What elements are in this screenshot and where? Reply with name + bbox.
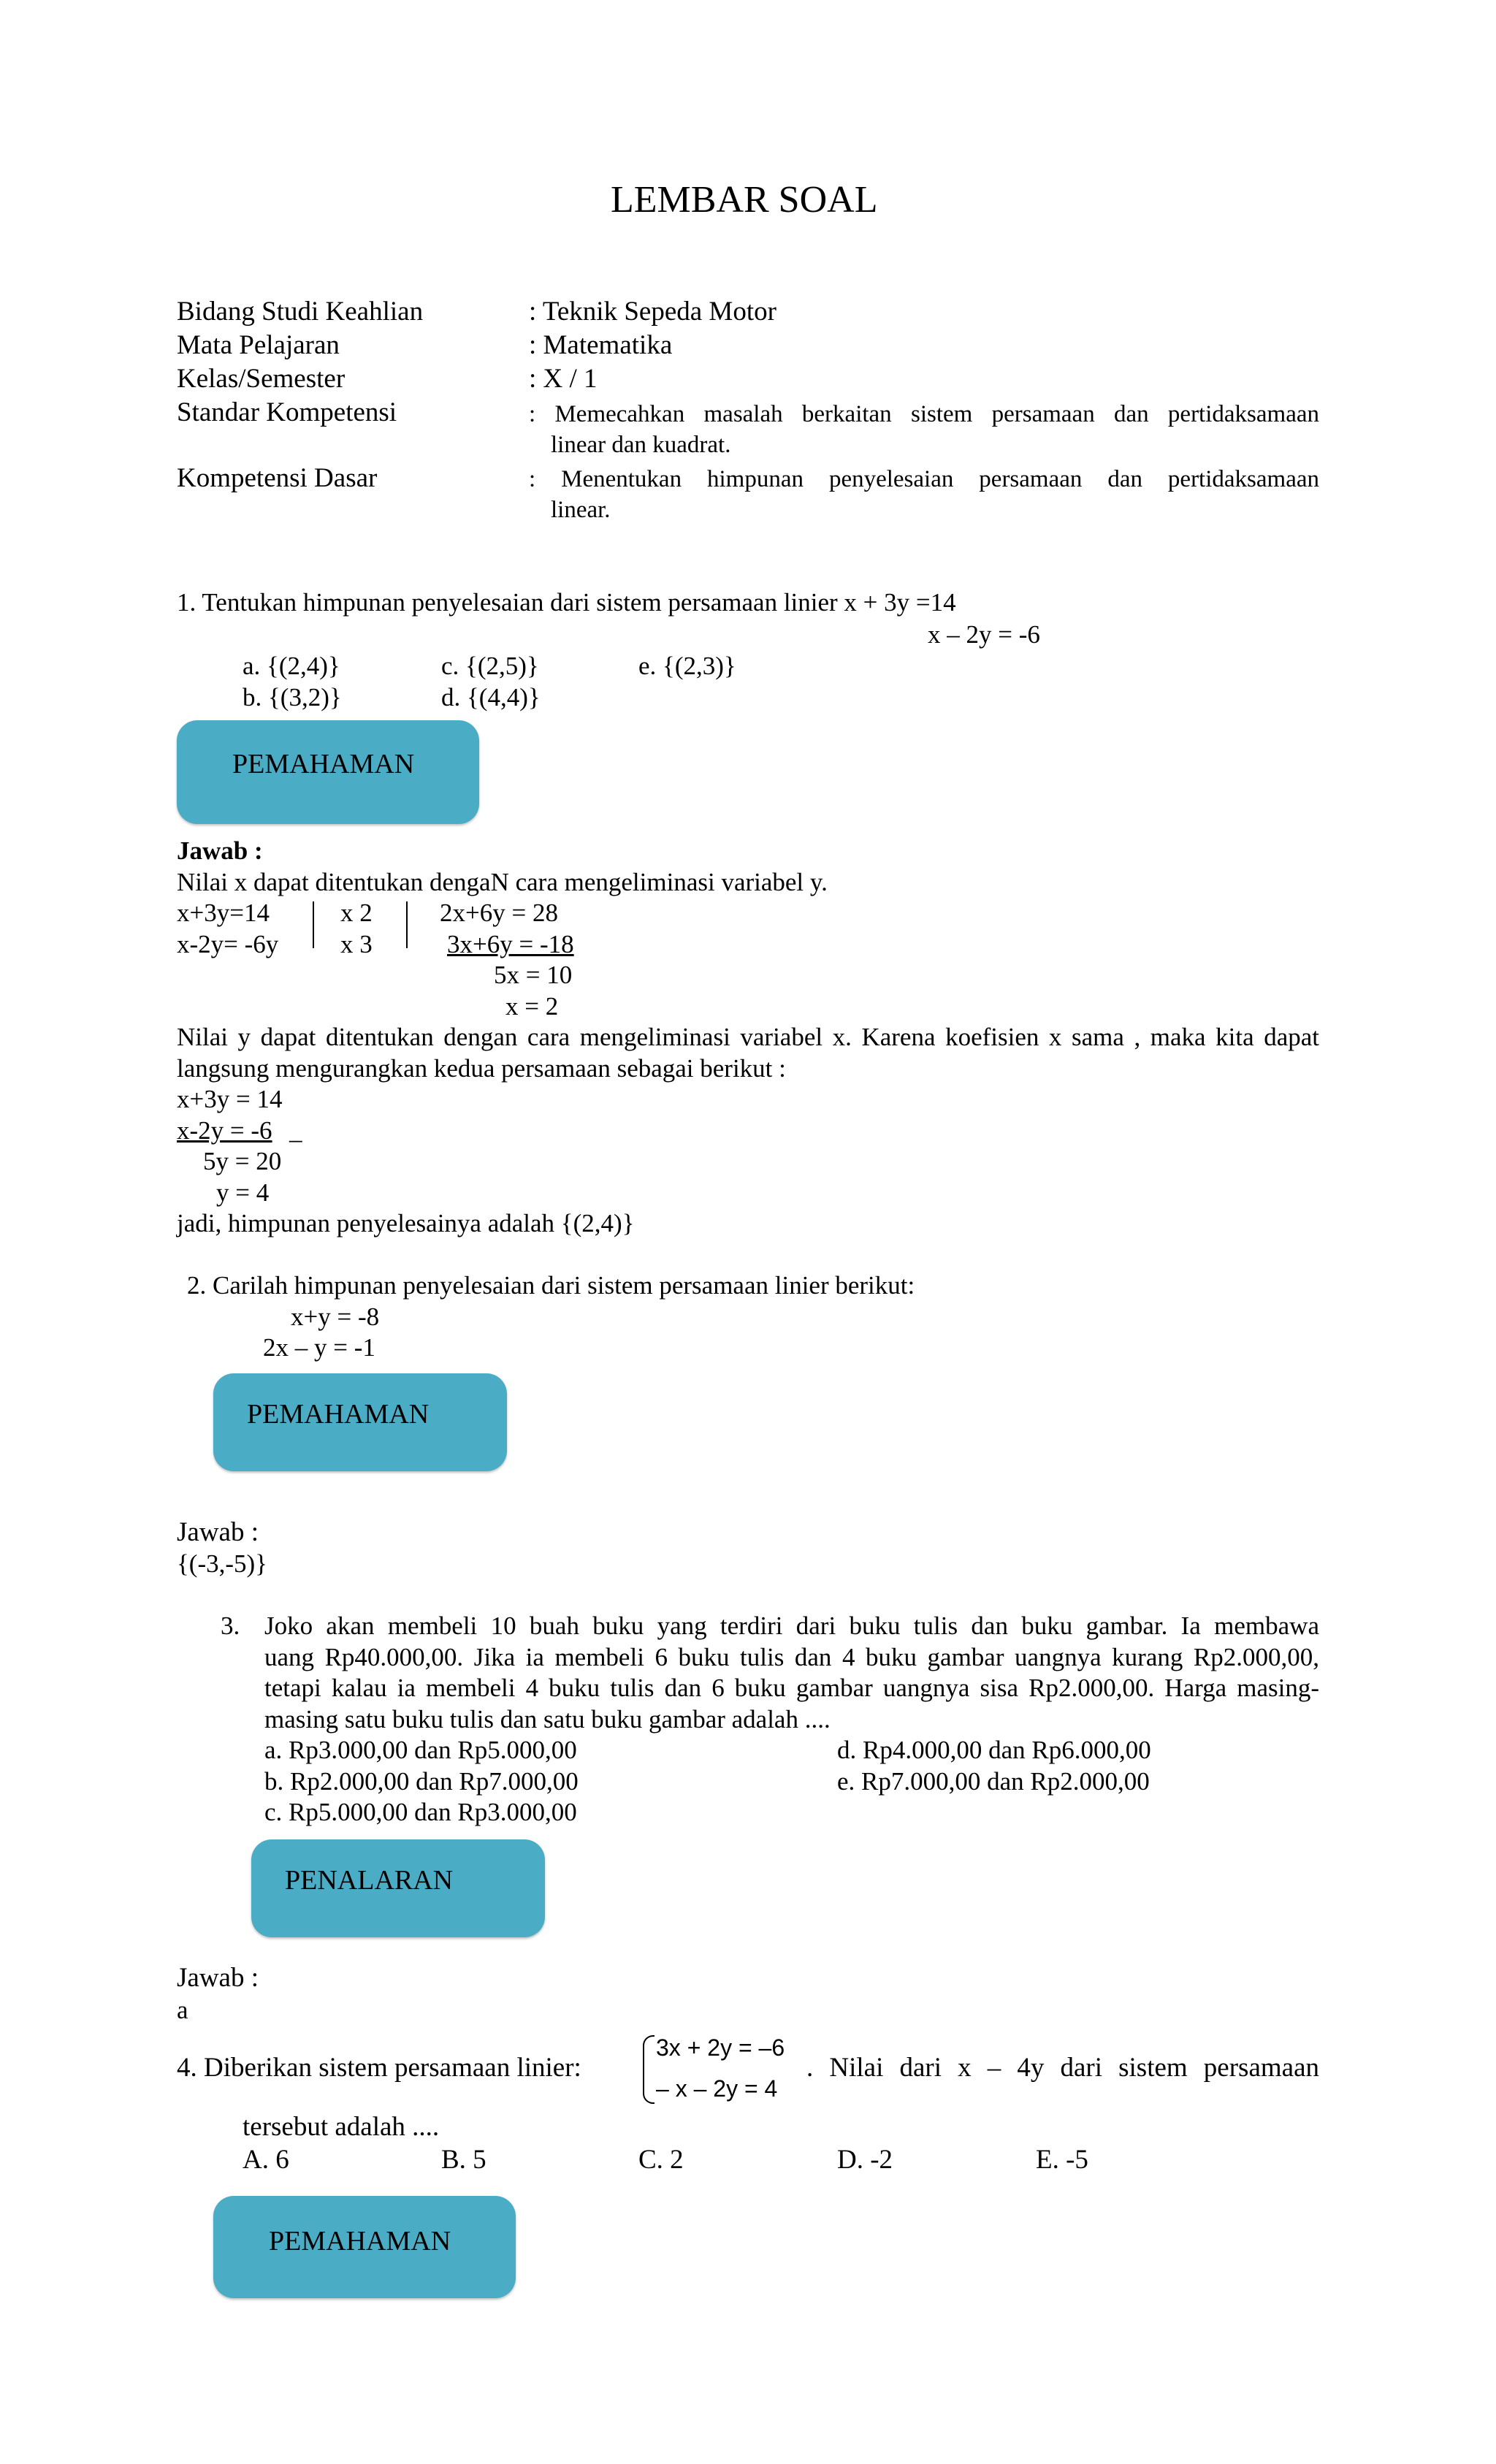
q1-result-a2: 3x+6y = -18 [447, 930, 574, 958]
q1-result-a1: 2x+6y = 28 [440, 899, 558, 927]
q1-option-d: d. {(4,4)} [441, 683, 541, 712]
q1-stem: 1. Tentukan himpunan penyelesaian dari sistem persamaan linier x + 3y =14 [177, 588, 956, 617]
q1-result-a3: 5x = 10 [494, 961, 573, 989]
header-value-sk-cont: linear dan kuadrat. [551, 432, 731, 458]
q4-stem-2: tersebut adalah .... [243, 2112, 440, 2142]
q3-badge-label: PENALARAN [285, 1865, 454, 1896]
q1-badge-label: PEMAHAMAN [232, 749, 415, 779]
q1-jawab-label: Jawab : [177, 836, 263, 865]
header-value-bidang: : Teknik Sepeda Motor [529, 297, 776, 327]
q1-explain-2: Nilai y dapat ditentukan dengan cara mengeliminasi variabel x. Karena koefisien x sama , maka kita dapat [177, 1023, 1319, 1051]
q2-badge-pemahaman [213, 1373, 507, 1471]
q2-stem: 2. Carilah himpunan penyelesaian dari sistem persamaan linier berikut: [187, 1271, 915, 1300]
q2-answer: {(-3,-5)} [177, 1549, 267, 1578]
page-title: LEMBAR SOAL [611, 179, 878, 221]
q3-option-d: d. Rp4.000,00 dan Rp6.000,00 [837, 1736, 1151, 1764]
q3-option-b: b. Rp2.000,00 dan Rp7.000,00 [264, 1767, 579, 1796]
q4-badge-pemahaman [213, 2196, 516, 2298]
header-label-mapel: Mata Pelajaran [177, 330, 340, 360]
q4-stem-pre: 4. Diberikan sistem persamaan linier: [177, 2053, 581, 2083]
q1-eq-b3: 5y = 20 [203, 1147, 282, 1175]
q1-eq-b2: x-2y = -6 [177, 1116, 272, 1145]
q2-badge-label: PEMAHAMAN [247, 1399, 430, 1430]
q4-option-b: B. 5 [441, 2145, 486, 2175]
q1-option-b: b. {(3,2)} [243, 683, 342, 712]
q1-badge-pemahaman [177, 720, 479, 824]
q1-minus-sign: _ [289, 1116, 302, 1145]
q3-stem-4: masing satu buku tulis dan satu buku gambar adalah .... [264, 1705, 831, 1733]
q1-divider-right [406, 901, 408, 948]
q3-stem-3: tetapi kalau ia membeli 4 buku tulis dan 6 buku gambar uangnya sisa Rp2.000,00. Harga masing- [264, 1674, 1319, 1702]
q2-jawab-label: Jawab : [177, 1517, 259, 1547]
q2-eq1: x+y = -8 [291, 1302, 380, 1331]
q3-number: 3. [221, 1611, 240, 1640]
q3-stem-1: Joko akan membeli 10 buah buku yang terdiri dari buku tulis dan buku gambar. Ia membawa [264, 1611, 1319, 1640]
q3-option-e: e. Rp7.000,00 dan Rp2.000,00 [837, 1767, 1150, 1796]
q1-stem-eq2: x – 2y = -6 [928, 620, 1040, 649]
q4-badge-label: PEMAHAMAN [269, 2226, 451, 2257]
q3-badge-penalaran [251, 1839, 545, 1937]
q1-eq-b1: x+3y = 14 [177, 1085, 283, 1113]
q1-option-a: a. {(2,4)} [243, 652, 340, 680]
q1-eq-a2: x-2y= -6y [177, 930, 279, 958]
q4-option-d: D. -2 [837, 2145, 893, 2175]
header-value-kelas: : X / 1 [529, 364, 598, 394]
q2-eq2: 2x – y = -1 [263, 1333, 375, 1362]
q1-multiplier-2: x 3 [340, 930, 373, 958]
q4-system-eq1: 3x + 2y = –6 [656, 2034, 785, 2061]
q3-option-c: c. Rp5.000,00 dan Rp3.000,00 [264, 1798, 577, 1826]
header-label-kelas: Kelas/Semester [177, 364, 346, 394]
q1-eq-a1: x+3y=14 [177, 899, 270, 927]
header-label-kd: Kompetensi Dasar [177, 463, 378, 493]
q1-result-a4: x = 2 [505, 992, 559, 1021]
header-value-kd: : Menentukan himpunan penyelesaian persamaan dan pertidaksamaan [529, 466, 1319, 492]
q3-jawab-label: Jawab : [177, 1963, 259, 1993]
header-value-sk: : Memecahkan masalah berkaitan sistem persamaan dan pertidaksamaan [529, 401, 1319, 427]
q1-divider-left [313, 901, 314, 948]
header-label-sk: Standar Kompetensi [177, 397, 397, 427]
q1-option-c: c. {(2,5)} [441, 652, 539, 680]
q4-option-e: E. -5 [1036, 2145, 1088, 2175]
q4-option-c: C. 2 [638, 2145, 684, 2175]
header-value-kd-cont: linear. [551, 497, 611, 523]
q1-eq-b4: y = 4 [216, 1178, 270, 1207]
q1-conclusion: jadi, himpunan penyelesainya adalah {(2,4)} [177, 1209, 635, 1237]
header-value-mapel: : Matematika [529, 330, 673, 360]
q1-explain-1: Nilai x dapat ditentukan dengaN cara mengeliminasi variabel y. [177, 868, 828, 896]
header-label-bidang: Bidang Studi Keahlian [177, 297, 424, 327]
q3-answer: a [177, 1996, 188, 2024]
q1-explain-2-cont: langsung mengurangkan kedua persamaan sebagai berikut : [177, 1054, 786, 1083]
q3-stem-2: uang Rp40.000,00. Jika ia membeli 6 buku tulis dan 4 buku gambar uangnya kurang Rp2.000,00, [264, 1643, 1319, 1671]
q4-stem-post: . Nilai dari x – 4y dari sistem persamaan [806, 2053, 1319, 2083]
q1-option-e: e. {(2,3)} [638, 652, 736, 680]
q4-system-brace [643, 2035, 654, 2104]
q4-system-eq2: – x – 2y = 4 [656, 2075, 778, 2102]
q4-option-a: A. 6 [243, 2145, 289, 2175]
q1-multiplier-1: x 2 [340, 899, 373, 927]
q3-option-a: a. Rp3.000,00 dan Rp5.000,00 [264, 1736, 577, 1764]
